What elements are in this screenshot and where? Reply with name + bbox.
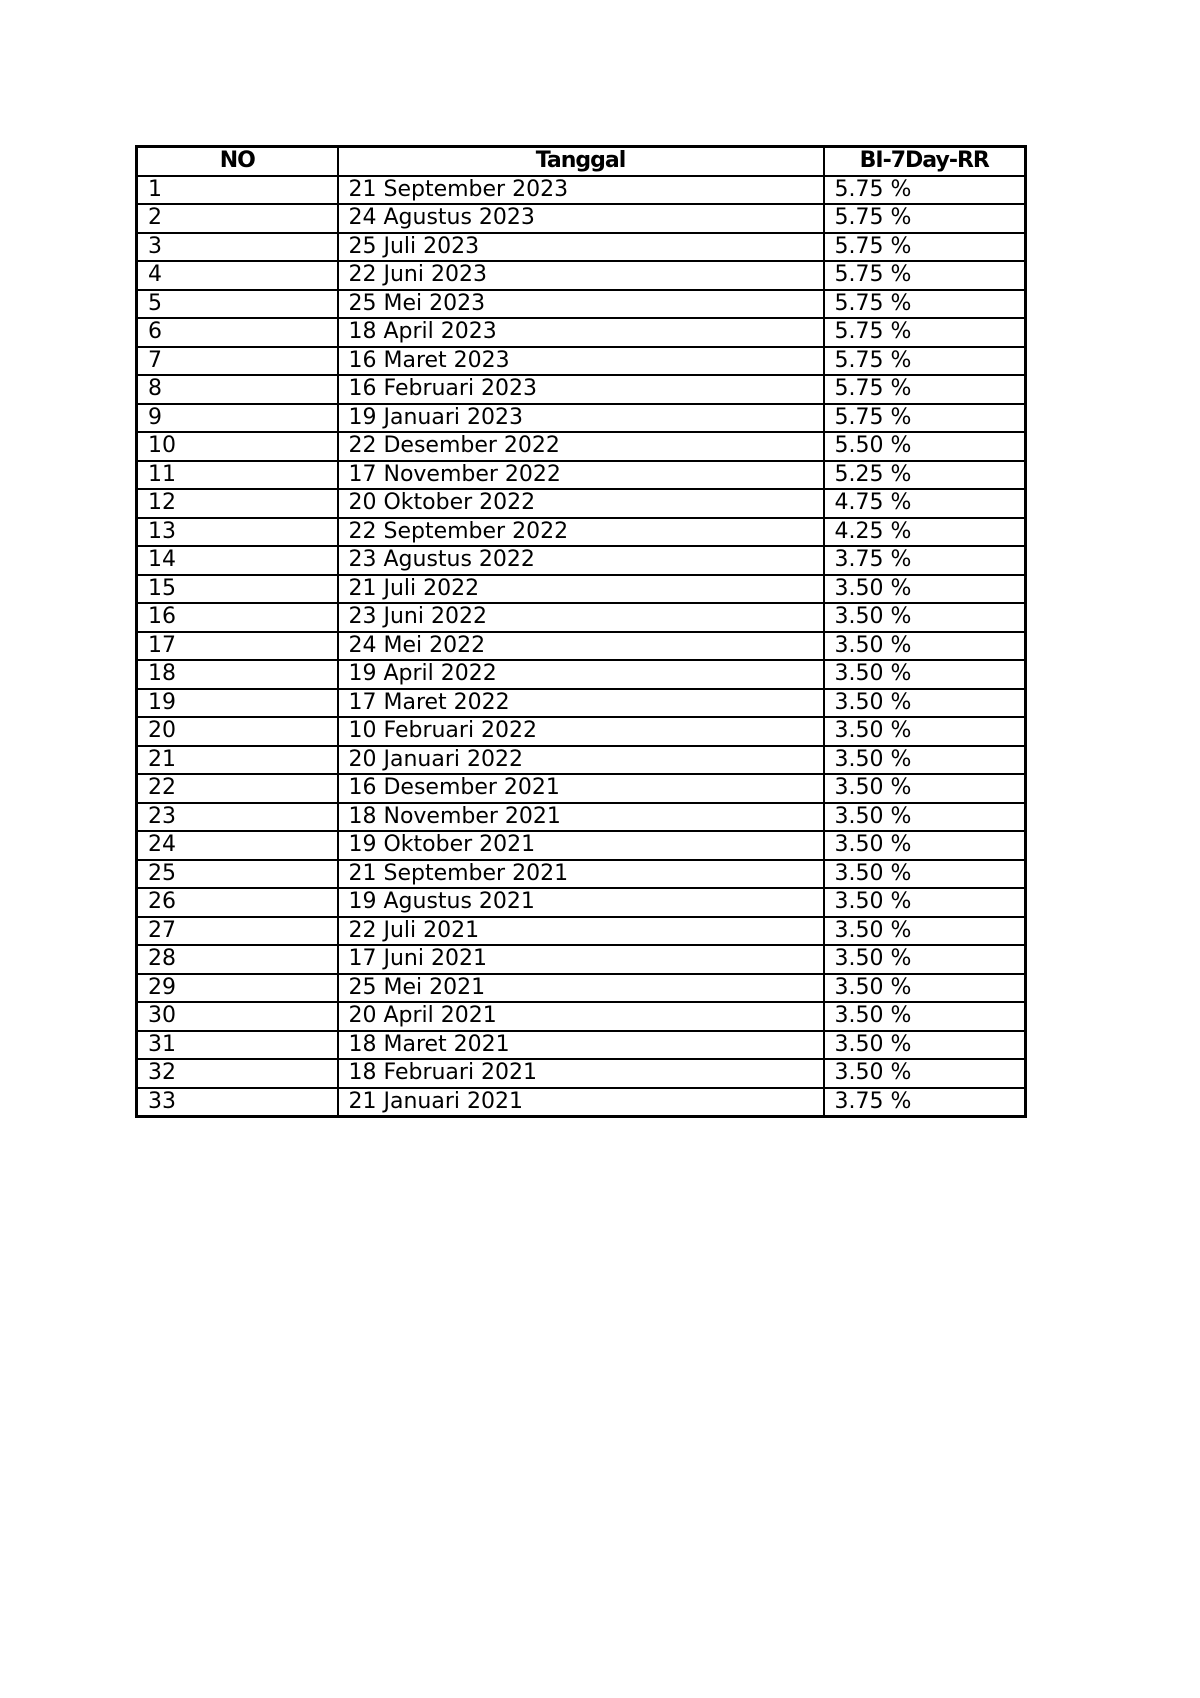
cell-tanggal: 17 Juni 2021	[338, 945, 824, 974]
cell-no: 10	[137, 432, 338, 461]
cell-tanggal: 18 November 2021	[338, 803, 824, 832]
cell-tanggal: 24 Mei 2022	[338, 632, 824, 661]
cell-no: 16	[137, 603, 338, 632]
table-row	[137, 318, 1026, 347]
cell-tanggal: 16 Februari 2023	[338, 375, 824, 404]
cell-tanggal: 19 Januari 2023	[338, 404, 824, 433]
table-row	[137, 974, 1026, 1003]
table-row	[137, 860, 1026, 889]
cell-rate: 5.25 %	[824, 461, 1026, 490]
cell-tanggal: 20 April 2021	[338, 1002, 824, 1031]
cell-tanggal: 17 Maret 2022	[338, 689, 824, 718]
cell-rate: 5.75 %	[824, 318, 1026, 347]
cell-rate: 3.50 %	[824, 689, 1026, 718]
cell-rate: 5.75 %	[824, 233, 1026, 262]
cell-rate: 3.50 %	[824, 717, 1026, 746]
cell-no: 6	[137, 318, 338, 347]
cell-rate: 5.75 %	[824, 204, 1026, 233]
cell-no: 8	[137, 375, 338, 404]
cell-no: 4	[137, 261, 338, 290]
cell-rate: 5.50 %	[824, 432, 1026, 461]
cell-rate: 3.50 %	[824, 1031, 1026, 1060]
table-row	[137, 689, 1026, 718]
table-row	[137, 432, 1026, 461]
cell-tanggal: 20 Januari 2022	[338, 746, 824, 775]
cell-rate: 5.75 %	[824, 375, 1026, 404]
cell-no: 17	[137, 632, 338, 661]
cell-no: 18	[137, 660, 338, 689]
cell-no: 27	[137, 917, 338, 946]
cell-tanggal: 21 September 2021	[338, 860, 824, 889]
cell-no: 25	[137, 860, 338, 889]
table-row	[137, 1088, 1026, 1117]
cell-tanggal: 22 Juli 2021	[338, 917, 824, 946]
cell-no: 12	[137, 489, 338, 518]
cell-rate: 3.50 %	[824, 575, 1026, 604]
table-row	[137, 347, 1026, 376]
cell-tanggal: 20 Oktober 2022	[338, 489, 824, 518]
cell-no: 20	[137, 717, 338, 746]
cell-rate: 5.75 %	[824, 347, 1026, 376]
cell-tanggal: 21 Januari 2021	[338, 1088, 824, 1117]
table-header	[137, 147, 1026, 176]
table-row	[137, 204, 1026, 233]
cell-no: 30	[137, 1002, 338, 1031]
cell-rate: 3.50 %	[824, 860, 1026, 889]
cell-no: 26	[137, 888, 338, 917]
table-row	[137, 945, 1026, 974]
cell-tanggal: 10 Februari 2022	[338, 717, 824, 746]
cell-no: 2	[137, 204, 338, 233]
cell-rate: 3.75 %	[824, 546, 1026, 575]
cell-no: 23	[137, 803, 338, 832]
cell-no: 29	[137, 974, 338, 1003]
table-row	[137, 518, 1026, 547]
cell-tanggal: 16 Maret 2023	[338, 347, 824, 376]
cell-rate: 3.50 %	[824, 774, 1026, 803]
cell-rate: 5.75 %	[824, 176, 1026, 205]
cell-tanggal: 25 Mei 2023	[338, 290, 824, 319]
cell-tanggal: 19 Oktober 2021	[338, 831, 824, 860]
cell-rate: 3.75 %	[824, 1088, 1026, 1117]
cell-tanggal: 18 Februari 2021	[338, 1059, 824, 1088]
cell-rate: 4.25 %	[824, 518, 1026, 547]
table-row	[137, 546, 1026, 575]
table-row	[137, 375, 1026, 404]
cell-tanggal: 22 Desember 2022	[338, 432, 824, 461]
cell-tanggal: 23 Juni 2022	[338, 603, 824, 632]
cell-tanggal: 19 April 2022	[338, 660, 824, 689]
cell-tanggal: 24 Agustus 2023	[338, 204, 824, 233]
cell-rate: 3.50 %	[824, 746, 1026, 775]
header-no: NO	[137, 147, 338, 176]
table-row	[137, 290, 1026, 319]
cell-no: 3	[137, 233, 338, 262]
cell-no: 21	[137, 746, 338, 775]
cell-no: 1	[137, 176, 338, 205]
cell-no: 31	[137, 1031, 338, 1060]
cell-rate: 3.50 %	[824, 888, 1026, 917]
cell-tanggal: 18 April 2023	[338, 318, 824, 347]
cell-rate: 5.75 %	[824, 290, 1026, 319]
cell-tanggal: 25 Juli 2023	[338, 233, 824, 262]
table-row	[137, 1002, 1026, 1031]
spreadsheet-page	[135, 145, 1027, 1118]
table-row	[137, 575, 1026, 604]
cell-tanggal: 18 Maret 2021	[338, 1031, 824, 1060]
table-row	[137, 461, 1026, 490]
table-row	[137, 717, 1026, 746]
cell-tanggal: 21 Juli 2022	[338, 575, 824, 604]
table-row	[137, 176, 1026, 205]
cell-no: 11	[137, 461, 338, 490]
table-row	[137, 746, 1026, 775]
table-row	[137, 803, 1026, 832]
table-row	[137, 603, 1026, 632]
table-row	[137, 774, 1026, 803]
header-tanggal: Tanggal	[338, 147, 824, 176]
cell-rate: 3.50 %	[824, 945, 1026, 974]
cell-no: 7	[137, 347, 338, 376]
table-row	[137, 489, 1026, 518]
cell-no: 13	[137, 518, 338, 547]
cell-tanggal: 22 September 2022	[338, 518, 824, 547]
cell-tanggal: 25 Mei 2021	[338, 974, 824, 1003]
cell-tanggal: 17 November 2022	[338, 461, 824, 490]
cell-rate: 3.50 %	[824, 917, 1026, 946]
cell-rate: 3.50 %	[824, 831, 1026, 860]
cell-tanggal: 19 Agustus 2021	[338, 888, 824, 917]
table-row	[137, 233, 1026, 262]
table-body	[137, 176, 1026, 1117]
rate-table	[135, 145, 1027, 1118]
cell-rate: 3.50 %	[824, 1059, 1026, 1088]
cell-rate: 3.50 %	[824, 603, 1026, 632]
cell-no: 19	[137, 689, 338, 718]
table-row	[137, 917, 1026, 946]
cell-tanggal: 21 September 2023	[338, 176, 824, 205]
cell-tanggal: 23 Agustus 2022	[338, 546, 824, 575]
table-row	[137, 404, 1026, 433]
header-row	[137, 147, 1026, 176]
header-bi-7day-rr: BI-7Day-RR	[824, 147, 1026, 176]
cell-rate: 5.75 %	[824, 404, 1026, 433]
table-row	[137, 1031, 1026, 1060]
table-row	[137, 831, 1026, 860]
cell-rate: 4.75 %	[824, 489, 1026, 518]
table-row	[137, 888, 1026, 917]
cell-no: 33	[137, 1088, 338, 1117]
cell-rate: 3.50 %	[824, 632, 1026, 661]
cell-rate: 3.50 %	[824, 974, 1026, 1003]
cell-no: 9	[137, 404, 338, 433]
table-row	[137, 660, 1026, 689]
cell-no: 5	[137, 290, 338, 319]
cell-no: 22	[137, 774, 338, 803]
cell-tanggal: 22 Juni 2023	[338, 261, 824, 290]
cell-rate: 3.50 %	[824, 803, 1026, 832]
cell-tanggal: 16 Desember 2021	[338, 774, 824, 803]
cell-no: 32	[137, 1059, 338, 1088]
cell-rate: 5.75 %	[824, 261, 1026, 290]
cell-rate: 3.50 %	[824, 660, 1026, 689]
table-row	[137, 632, 1026, 661]
cell-no: 28	[137, 945, 338, 974]
table-row	[137, 261, 1026, 290]
cell-rate: 3.50 %	[824, 1002, 1026, 1031]
cell-no: 15	[137, 575, 338, 604]
cell-no: 14	[137, 546, 338, 575]
table-row	[137, 1059, 1026, 1088]
cell-no: 24	[137, 831, 338, 860]
